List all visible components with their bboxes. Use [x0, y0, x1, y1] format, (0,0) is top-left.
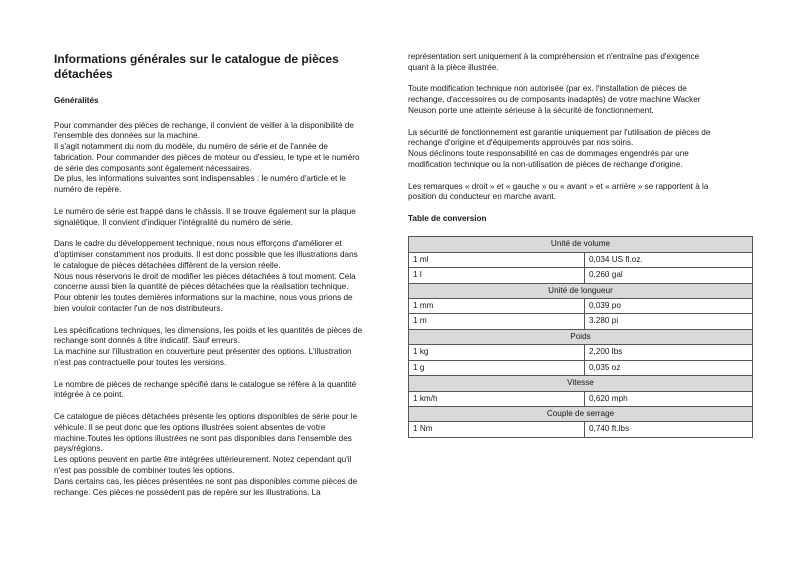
paragraph-line: Les remarques « droit » et « gauche » ou « avant » et « arrière » se rapportent à la — [408, 181, 709, 191]
conversion-table — [408, 236, 753, 437]
table-section-row — [409, 376, 753, 391]
paragraph-line: Neuson porte une atteinte sérieuse à la sécurité de fonctionnement. — [408, 105, 654, 115]
table-section-header: Vitesse — [409, 376, 753, 391]
metric-unit-cell: 1 m — [409, 314, 585, 329]
table-row — [409, 314, 753, 329]
paragraph — [54, 412, 376, 498]
imperial-value-cell: 3.280 pi — [585, 314, 753, 329]
paragraph-line: quant à la pièce illustrée. — [408, 62, 499, 72]
imperial-value-cell: 0,039 po — [585, 299, 753, 314]
paragraph-line: rechange sont donnés à titre indicatif. Sauf erreurs. — [54, 336, 240, 346]
paragraph-line: La machine sur l'illustration en couverture peut présenter des options. L'illustration — [54, 347, 352, 357]
paragraph-line: n'est pas possible de combiner toutes les options. — [54, 466, 235, 475]
table-section-header: Unité de longueur — [409, 283, 753, 298]
section-heading-generalites: Généralités — [54, 96, 99, 105]
paragraph-line: Il s'agit notamment du nom du modèle, du numéro de série et de l'année de — [54, 142, 328, 152]
paragraph — [54, 121, 376, 197]
paragraph-line: véhicule. Il se peut donc que les options illustrées soient absentes de votre — [54, 422, 326, 432]
table-row — [409, 252, 753, 267]
left-paragraphs — [54, 121, 376, 499]
metric-unit-cell: 1 km/h — [409, 391, 585, 406]
paragraph-line: pays/régions. — [54, 444, 103, 454]
paragraph-line: rechange, d'accessoires ou de composants inadaptés) de votre machine Wacker — [408, 95, 701, 105]
paragraph-line: fabrication. Pour commander des pièces de moteur ou d'essieu, le type et le numéro — [54, 152, 360, 162]
imperial-value-cell: 0,034 US fl.oz. — [585, 252, 753, 267]
paragraph-line: représentation sert uniquement à la compréhension et n'entraîne pas d'exigence — [408, 52, 700, 61]
paragraph-line: signalétique. Il convient d'indiquer l'intégralité du numéro de série. — [54, 217, 293, 227]
paragraph-line: Pour commander des pièces de rechange, il convient de veiller à la disponibilité de — [54, 120, 354, 130]
paragraph-line: De plus, les informations suivantes sont indispensables : le numéro d'article et le — [54, 174, 346, 184]
paragraph-line: n'est pas contractuelle pour toutes les versions. — [54, 358, 227, 368]
paragraph-line: rechange d'origine et d'équipements approuvés par nos soins. — [408, 138, 634, 148]
paragraph-line: concerne aussi bien la quantité de pièces détachées que la réalisation technique. — [54, 282, 349, 292]
paragraph-line: Dans le cadre du développement technique, nous nous efforçons d'améliorer et — [54, 239, 342, 249]
paragraph-line: bien vouloir contacter l'un de nos distributeurs. — [54, 304, 223, 314]
table-section-row — [409, 283, 753, 298]
paragraph-line: d'optimiser constamment nos produits. Il est donc possible que les illustrations dans — [54, 250, 358, 260]
imperial-value-cell: 0,035 oz — [585, 360, 753, 375]
table-row — [409, 268, 753, 283]
table-section-header: Poids — [409, 329, 753, 344]
table-section-row — [409, 406, 753, 421]
paragraph — [408, 128, 753, 171]
left-column — [54, 52, 376, 509]
paragraph-line: l'ensemble des données sur la machine. — [54, 131, 200, 141]
paragraph-line: Nous déclinons toute responsabilité en cas de dommages engendrés par une — [408, 149, 689, 159]
paragraph-line: Le numéro de série est frappé dans le châssis. Il se trouve également sur la plaque — [54, 206, 356, 216]
paragraph-line: de série des composants sont également nécessaires. — [54, 163, 252, 173]
table-row — [409, 422, 753, 437]
paragraph-line: intégrée à ce point. — [54, 390, 124, 400]
paragraph-line: Les options peuvent en partie être intégrées ultérieurement. Notez cependant qu'il — [54, 455, 352, 465]
imperial-value-cell: 0,260 gal — [585, 268, 753, 283]
paragraph — [54, 207, 376, 229]
right-paragraphs — [408, 52, 753, 203]
paragraph — [408, 182, 753, 204]
imperial-value-cell: 2,200 lbs — [585, 345, 753, 360]
paragraph-line: numéro de repère. — [54, 185, 122, 195]
table-row — [409, 345, 753, 360]
table-section-header: Couple de serrage — [409, 406, 753, 421]
page-title — [54, 52, 376, 82]
paragraph-line: position du conducteur en marche avant. — [408, 192, 556, 202]
paragraph — [54, 326, 376, 369]
paragraph-line: le catalogue de pièces détachées diffèrent de la version réelle. — [54, 260, 281, 270]
paragraph-line: Les spécifications techniques, les dimensions, les poids et les quantités de pièces de — [54, 325, 363, 335]
paragraph — [408, 52, 753, 74]
paragraph — [54, 380, 376, 402]
title-line: Informations générales sur le catalogue de pièces — [54, 52, 339, 66]
right-column — [408, 52, 753, 438]
paragraph-line: Pour obtenir les toutes dernières informations sur la machine, nous vous prions de — [54, 293, 353, 303]
title-line: détachées — [54, 67, 113, 81]
paragraph-line: rechange. Ces pièces ne possèdent pas de repère sur les illustrations. La — [54, 487, 321, 497]
imperial-value-cell: 0,740 ft.lbs — [585, 422, 753, 437]
paragraph-line: Toute modification technique non autorisée (par ex. l'installation de pièces de — [408, 84, 687, 94]
table-row — [409, 299, 753, 314]
metric-unit-cell: 1 g — [409, 360, 585, 375]
paragraph-line: La sécurité de fonctionnement est garantie uniquement par l'utilisation de pièces de — [408, 127, 711, 137]
metric-unit-cell: 1 ml — [409, 252, 585, 267]
paragraph-line: Le nombre de pièces de rechange spécifié dans le catalogue se réfère à la quantité — [54, 379, 357, 389]
paragraph-line: Dans certains cas, les pièces présentées ne sont pas disponibles comme pièces de — [54, 476, 358, 486]
metric-unit-cell: 1 l — [409, 268, 585, 283]
conversion-table-title: Table de conversion — [408, 213, 487, 223]
metric-unit-cell: 1 kg — [409, 345, 585, 360]
metric-unit-cell: 1 Nm — [409, 422, 585, 437]
paragraph — [408, 84, 753, 116]
paragraph-line: Nous nous réservons le droit de modifier les pièces détachées à tout moment. Cela — [54, 271, 356, 281]
metric-unit-cell: 1 mm — [409, 299, 585, 314]
paragraph — [54, 239, 376, 315]
table-row — [409, 391, 753, 406]
table-section-row — [409, 237, 753, 252]
table-section-header: Unité de volume — [409, 237, 753, 252]
table-row — [409, 360, 753, 375]
imperial-value-cell: 0,620 mph — [585, 391, 753, 406]
paragraph-line: modification technique ou la non-utilisation de pièces de rechange d'origine. — [408, 159, 683, 169]
table-section-row — [409, 329, 753, 344]
paragraph-line: Ce catalogue de pièces détachées présente les options disponibles de série pour le — [54, 412, 358, 422]
paragraph-line: machine.Toutes les options illustrées ne sont pas disponibles dans l'ensemble des — [54, 433, 352, 443]
